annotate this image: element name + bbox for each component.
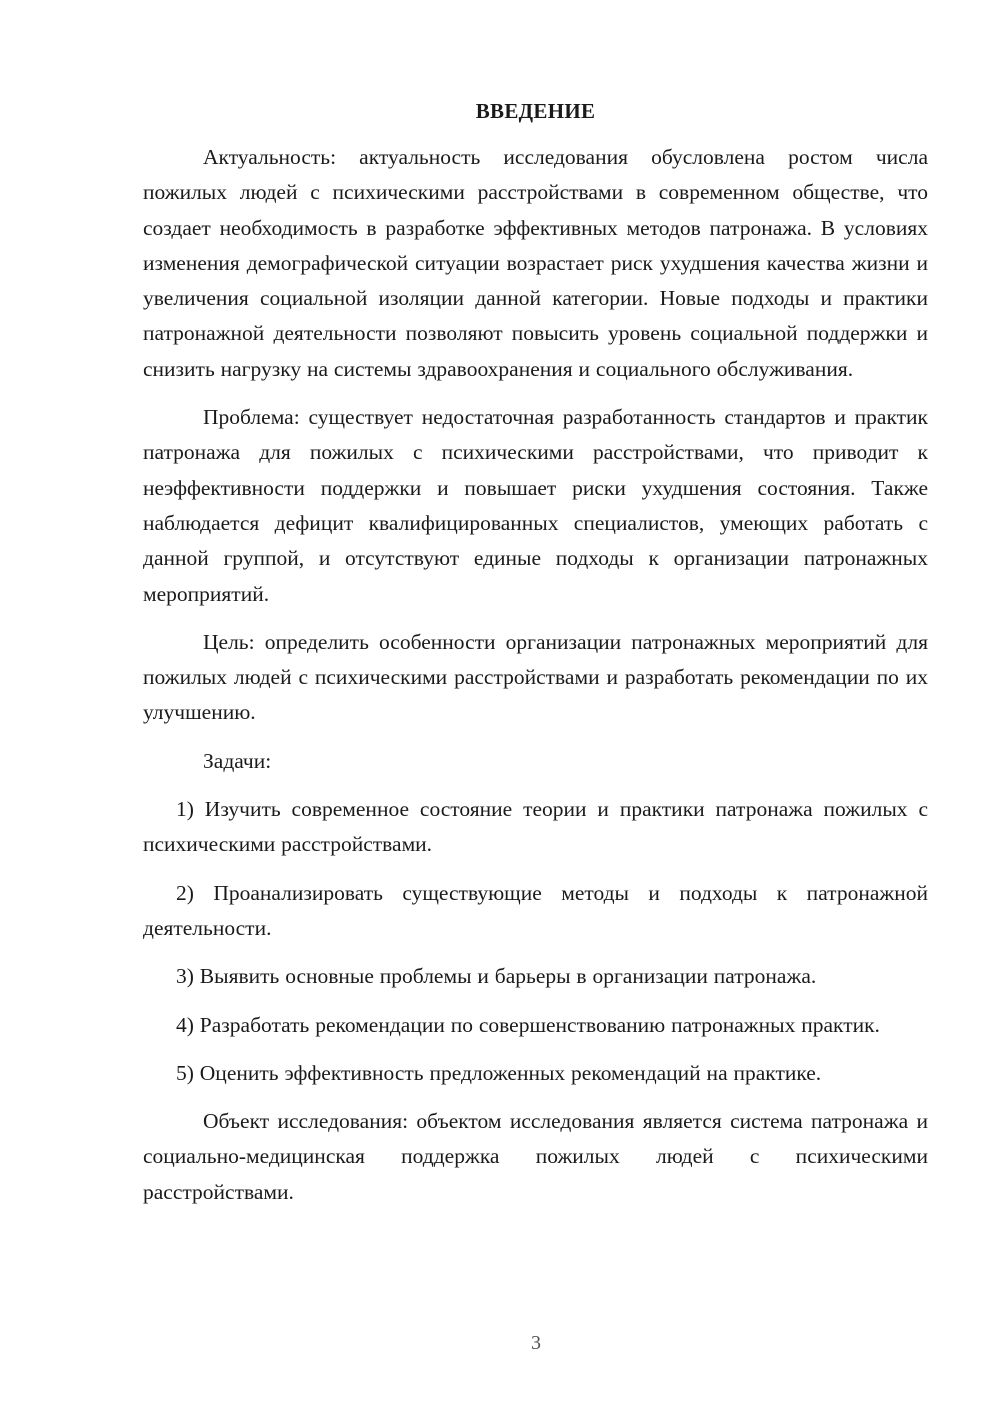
page-number: 3 <box>531 1332 541 1354</box>
list-item: 3) Выявить основные проблемы и барьеры в организации патронажа. <box>176 964 817 989</box>
document-page <box>143 95 928 1210</box>
goal-paragraph: Цель: определить особенности организации патронажных мероприятий для пожилых людей с психическими расстройствами и разработать рекомендации по их улучшению. <box>143 629 928 725</box>
section-title: ВВЕДЕНИЕ <box>475 99 596 123</box>
tasks-heading: Задачи: <box>203 748 272 773</box>
list-item: 5) Оценить эффективность предложенных рекомендаций на практике. <box>176 1060 822 1085</box>
relevance-paragraph: Актуальность: актуальность исследования обусловлена ростом числа пожилых людей с психическими расстройствами в современном обществе, что создает необходимость в разработке эффективных методов патронажа. В условиях изменения демографической ситуации возрастает риск ухудшения качества жизни и увеличения социальной изоляции данной категории. Новые подходы и практики патронажной деятельности позволяют повысить уровень социальной поддержки и снизить нагрузку на системы здравоохранения и социального обслуживания. <box>143 145 928 381</box>
problem-paragraph: Проблема: существует недостаточная разработанность стандартов и практик патронажа для пожилых с психическими расстройствами, что приводит к неэффективности поддержки и повышает риски ухудшения состояния. Также наблюдается дефицит квалифицированных специалистов, умеющих работать с данной группой, и отсутствуют единые подходы к организации патронажных мероприятий. <box>143 405 928 606</box>
tasks-list <box>143 792 928 1091</box>
object-paragraph: Объект исследования: объектом исследования является система патронажа и социально-медицинская поддержка пожилых людей с психическими расстройствами. <box>143 1109 928 1204</box>
list-item: 2) Проанализировать существующие методы и подходы к патронажной деятельности. <box>143 880 928 940</box>
list-item: 4) Разработать рекомендации по совершенствованию патронажных практик. <box>176 1012 880 1037</box>
list-item: 1) Изучить современное состояние теории и практики патронажа пожилых с психическими расстройствами. <box>143 797 928 857</box>
